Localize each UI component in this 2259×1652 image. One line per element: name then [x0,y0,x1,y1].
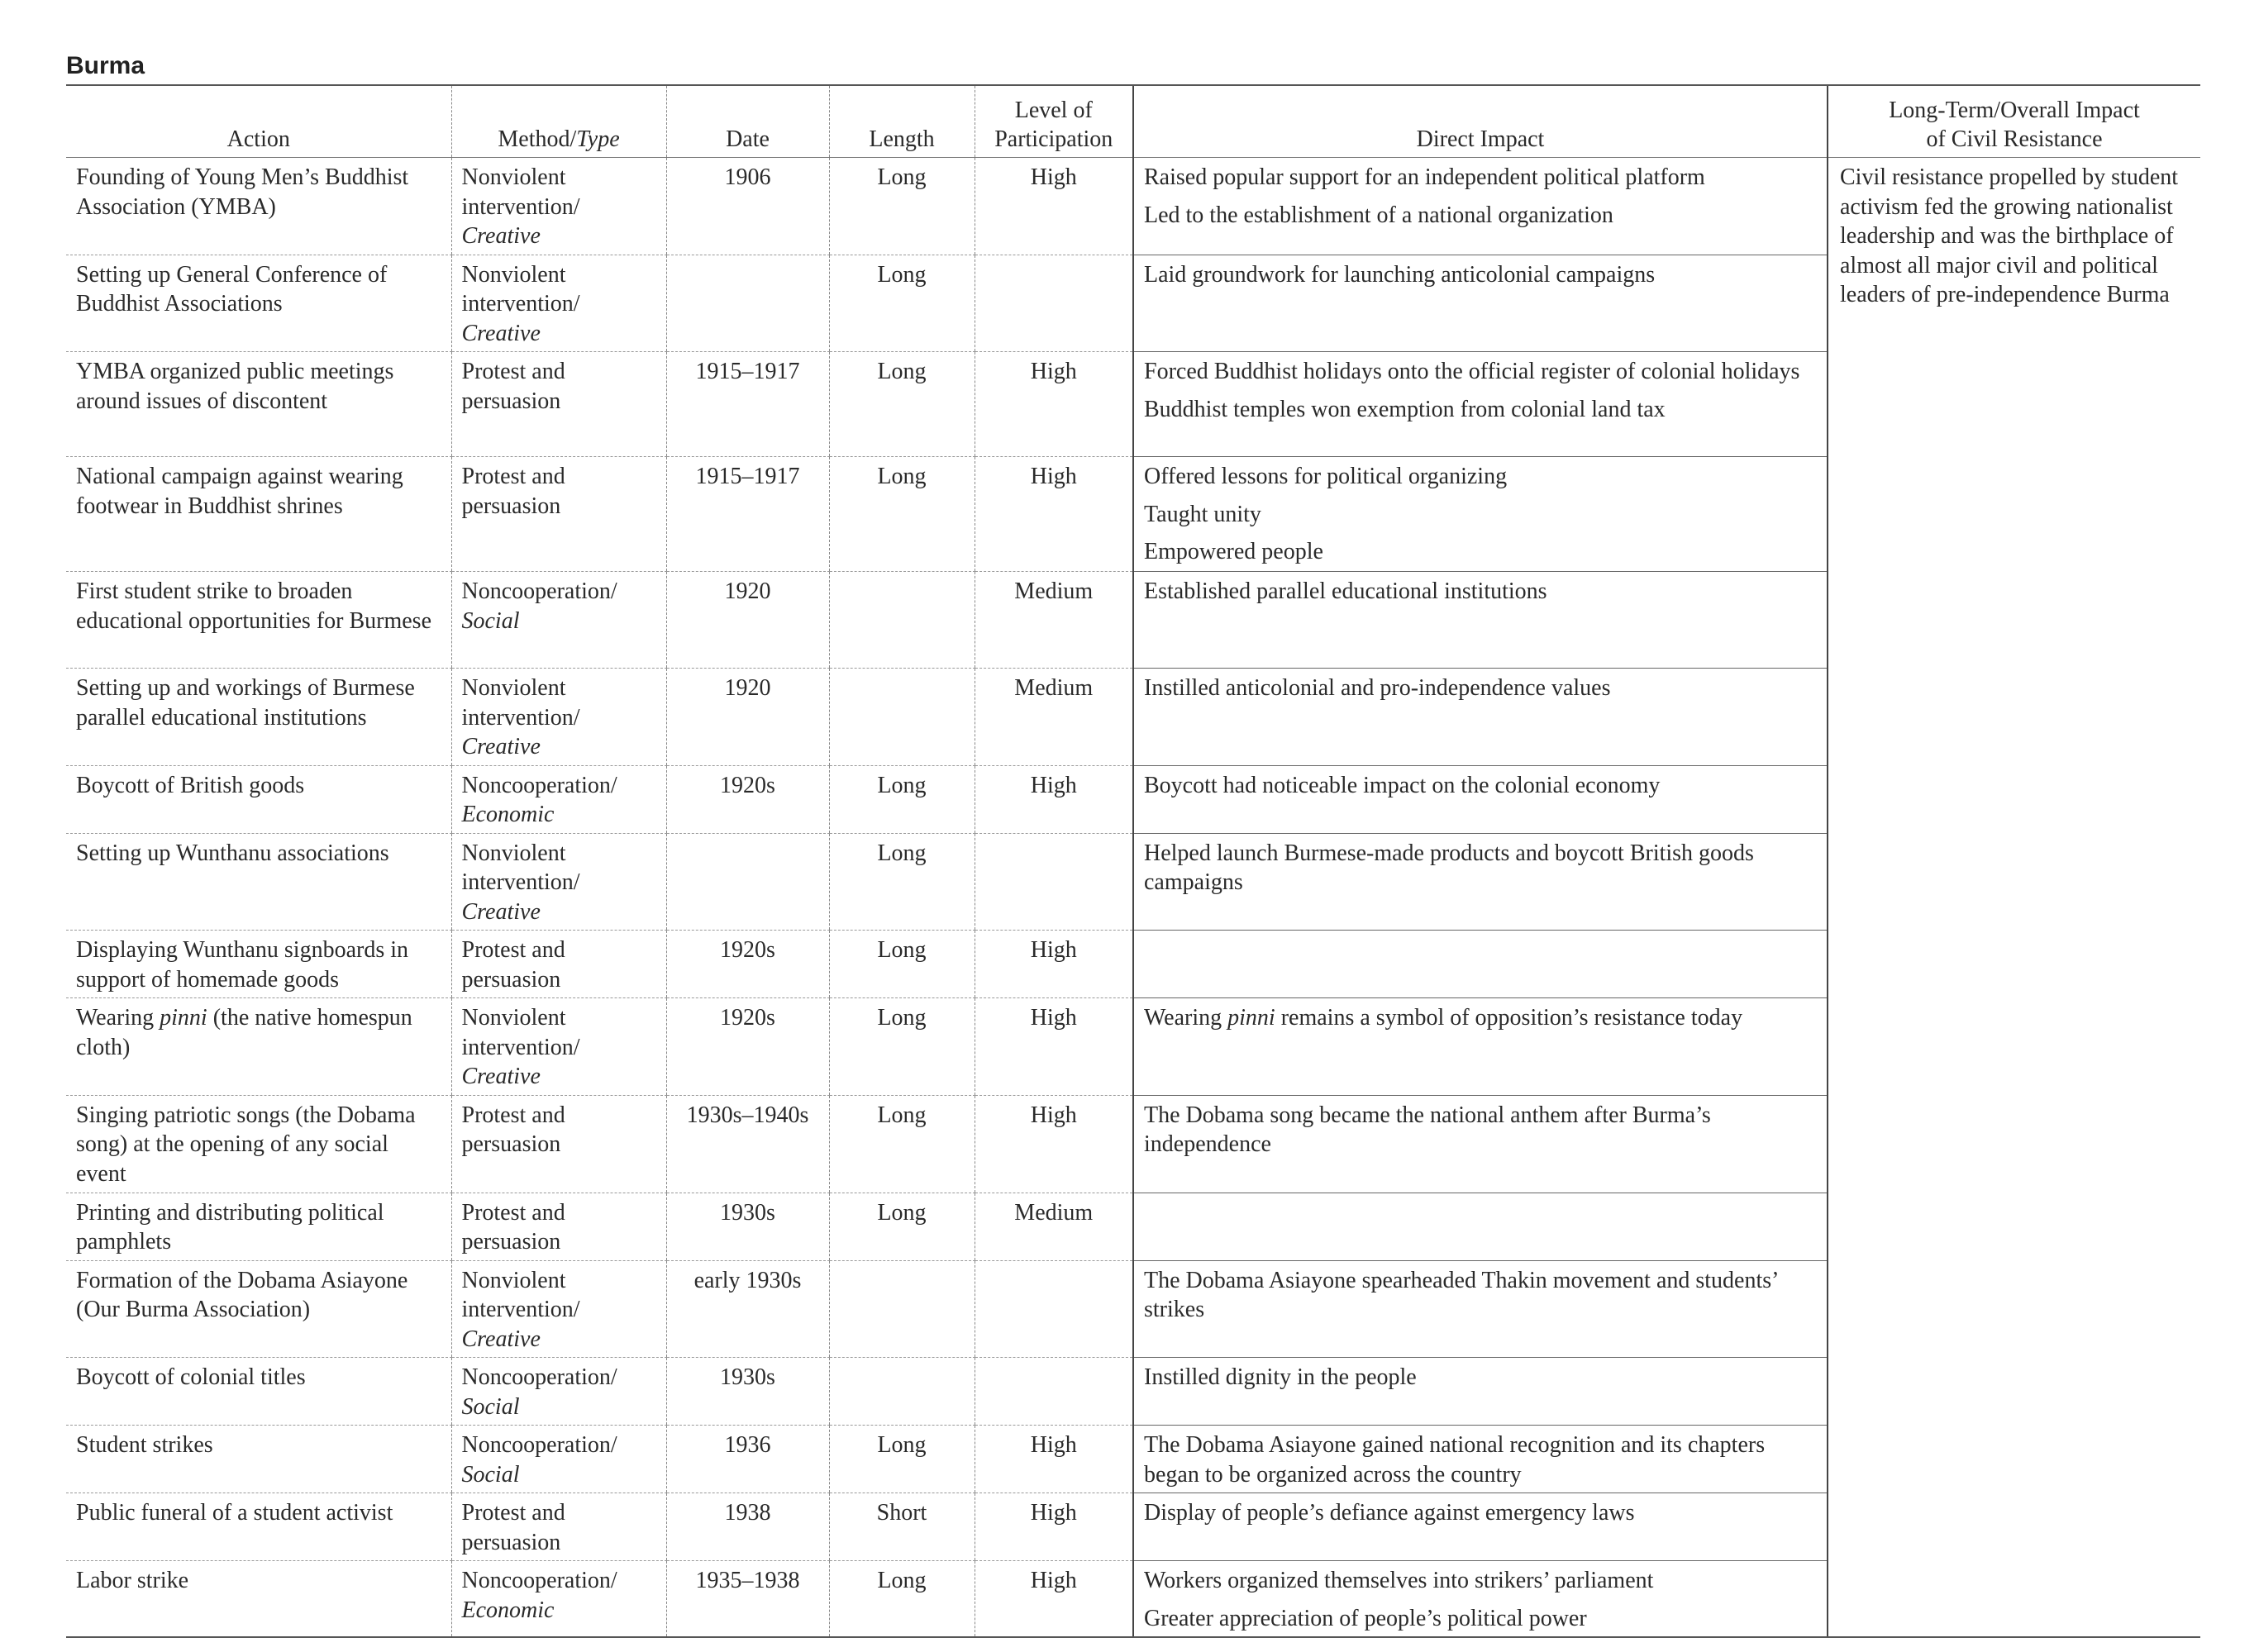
method-cell [451,998,666,1096]
direct-impact-cell [1133,1561,1828,1638]
action-cell [66,158,451,255]
length-cell: Long [829,998,975,1096]
date-cell: 1938 [666,1493,829,1561]
action-cell [66,669,451,766]
header-direct-impact: Direct Impact [1133,86,1828,158]
participation-cell: High [975,765,1133,833]
length-cell: Long [829,1426,975,1493]
method-cell [451,457,666,572]
direct-impact-cell [1133,765,1828,833]
page-title: Burma [66,52,145,79]
date-cell: 1915–1917 [666,352,829,457]
method-type: Creative [461,1064,541,1089]
action-text: Setting up and workings of Burmese parallel educational institutions [76,675,415,731]
participation-cell [975,833,1133,931]
participation-cell: High [975,1095,1133,1193]
impact-text: Wearing [1144,1005,1228,1031]
length-cell: Long [829,1095,975,1193]
method-type: Economic [461,1597,555,1623]
action-text: Labor strike [76,1568,189,1593]
action-cell [66,457,451,572]
length-cell: Long [829,765,975,833]
participation-cell: High [975,352,1133,457]
action-cell [66,1193,451,1260]
civil-resistance-table [66,86,2200,1638]
action-text: National campaign against wearing footwear in Buddhist shrines [76,464,403,519]
date-cell: 1930s [666,1193,829,1260]
direct-impact-cell [1133,931,1828,998]
date-cell: 1930s–1940s [666,1095,829,1193]
method-cell [451,1426,666,1493]
action-cell [66,765,451,833]
impact-line: Greater appreciation of people’s political power [1144,1605,1587,1631]
action-text: Printing and distributing political pamphlets [76,1199,384,1254]
action-cell [66,1426,451,1493]
header-level-line1: Level of [1014,98,1093,123]
participation-cell: High [975,1561,1133,1638]
length-cell [829,1260,975,1358]
impact-line: Established parallel educational institutions [1144,578,1547,604]
method-text: Noncooperation/ [461,1568,617,1593]
action-text: Setting up General Conference of Buddhist Associations [76,261,388,317]
participation-cell: High [975,158,1133,255]
method-type: Creative [461,223,541,249]
impact-line: Workers organized themselves into strikers’ parliament [1144,1568,1654,1593]
date-cell: 1920 [666,572,829,669]
direct-impact-cell [1133,1358,1828,1426]
impact-line: Boycott had noticeable impact on the colonial economy [1144,772,1661,798]
impact-line [1144,1003,1818,1033]
method-type: Creative [461,320,541,346]
method-text: Nonviolent intervention/ [461,1005,580,1060]
length-cell: Short [829,1493,975,1561]
action-emphasis: pinni [160,1005,207,1031]
date-cell: 1930s [666,1358,829,1426]
impact-text: remains a symbol of opposition’s resistance today [1275,1005,1743,1031]
direct-impact-cell [1133,572,1828,669]
action-text: Formation of the Dobama Asiayone (Our Burma Association) [76,1267,408,1322]
impact-line: Instilled dignity in the people [1144,1364,1417,1390]
action-text: Setting up Wunthanu associations [76,840,389,866]
header-long-term-line2: of Civil Resistance [1926,126,2103,152]
participation-cell: High [975,1426,1133,1493]
impact-line: Offered lessons for political organizing [1144,464,1508,489]
header-long-term-line1: Long-Term/Overall Impact [1889,98,2140,123]
method-cell [451,1095,666,1193]
action-cell [66,1561,451,1638]
date-cell: early 1930s [666,1260,829,1358]
header-method-type: Type [576,126,620,152]
length-cell: Long [829,457,975,572]
action-cell [66,998,451,1096]
method-cell [451,1260,666,1358]
method-text: Protest and persuasion [461,464,565,519]
date-cell: 1920s [666,931,829,998]
action-text: Student strikes [76,1432,213,1458]
method-type: Creative [461,734,541,759]
direct-impact-cell [1133,457,1828,572]
method-cell [451,352,666,457]
impact-line: Forced Buddhist holidays onto the official register of colonial holidays [1144,359,1800,384]
participation-cell [975,255,1133,352]
participation-cell: High [975,1493,1133,1561]
header-long-term [1828,86,2200,158]
direct-impact-cell [1133,1260,1828,1358]
impact-line: Display of people’s defiance against emergency laws [1144,1500,1635,1526]
impact-line: The Dobama song became the national anthem after Burma’s independence [1144,1102,1711,1157]
participation-cell [975,1260,1133,1358]
method-type: Economic [461,802,555,827]
method-cell [451,833,666,931]
table-body [66,158,2200,1638]
action-text: Founding of Young Men’s Buddhist Association (YMBA) [76,164,409,220]
header-level-line2: Participation [994,126,1113,152]
impact-line: Helped launch Burmese-made products and boycott British goods campaigns [1144,840,1754,895]
method-type: Social [461,1461,520,1488]
method-text: Noncooperation/ [461,1432,617,1458]
action-text: First student strike to broaden educational opportunities for Burmese [76,578,431,634]
participation-cell [975,1358,1133,1426]
impact-line: Buddhist temples won exemption from colonial land tax [1144,396,1666,422]
action-cell [66,1493,451,1561]
date-cell: 1935–1938 [666,1561,829,1638]
header-method-main: Method/ [498,126,577,152]
participation-cell: Medium [975,572,1133,669]
participation-cell: Medium [975,669,1133,766]
action-cell [66,1358,451,1426]
direct-impact-cell [1133,158,1828,255]
method-text: Protest and persuasion [461,1500,565,1555]
participation-cell: Medium [975,1193,1133,1260]
date-cell [666,255,829,352]
header-date: Date [666,86,829,158]
direct-impact-cell [1133,1426,1828,1493]
length-cell: Long [829,1193,975,1260]
method-cell [451,1193,666,1260]
direct-impact-cell [1133,1095,1828,1193]
action-text: Wearing [76,1005,160,1031]
method-text: Nonviolent intervention/ [461,261,580,317]
method-text: Protest and persuasion [461,359,565,414]
method-type: Social [461,607,520,634]
method-cell [451,1358,666,1426]
impact-line: Laid groundwork for launching anticolonial campaigns [1144,261,1656,288]
method-text: Protest and persuasion [461,1199,565,1254]
method-cell [451,669,666,766]
action-text: (the native homespun cloth) [76,1005,412,1060]
method-cell [451,255,666,352]
header-action: Action [66,86,451,158]
method-text: Nonviolent intervention/ [461,164,580,220]
direct-impact-cell [1133,669,1828,766]
date-cell: 1920s [666,765,829,833]
date-cell: 1915–1917 [666,457,829,572]
method-cell [451,931,666,998]
date-cell: 1920s [666,998,829,1096]
header-level [975,86,1133,158]
method-text: Noncooperation/ [461,772,617,798]
impact-emphasis: pinni [1227,1005,1275,1031]
action-text: Public funeral of a student activist [76,1500,393,1526]
header-method [451,86,666,158]
long-term-impact-cell: Civil resistance propelled by student activism fed the growing nationalist leadership and was the birthplace of almost all major civil and political leaders of pre-independence Burma [1828,158,2200,1638]
method-cell [451,1561,666,1638]
participation-cell: High [975,998,1133,1096]
action-cell [66,1260,451,1358]
method-cell [451,1493,666,1561]
impact-line: Taught unity [1144,501,1261,527]
method-text: Nonviolent intervention/ [461,840,580,895]
impact-line: The Dobama Asiayone spearheaded Thakin movement and students’ strikes [1144,1267,1778,1322]
impact-line: Instilled anticolonial and pro-independence values [1144,675,1611,701]
length-cell [829,669,975,766]
action-cell [66,1095,451,1193]
date-cell: 1920 [666,669,829,766]
date-cell [666,833,829,931]
action-text: Boycott of British goods [76,772,305,798]
method-text: Nonviolent intervention/ [461,675,580,731]
header-row [66,86,2200,158]
direct-impact-cell [1133,352,1828,457]
direct-impact-cell [1133,1493,1828,1561]
action-text: YMBA organized public meetings around issues of discontent [76,359,394,414]
direct-impact-cell [1133,255,1828,352]
method-text: Nonviolent intervention/ [461,1267,580,1322]
impact-line: Empowered people [1144,539,1323,564]
action-text: Displaying Wunthanu signboards in support of homemade goods [76,937,408,993]
method-text: Noncooperation/ [461,578,617,604]
length-cell: Long [829,158,975,255]
length-cell: Long [829,931,975,998]
method-text: Noncooperation/ [461,1364,617,1390]
action-cell [66,255,451,352]
length-cell: Long [829,255,975,352]
date-cell: 1936 [666,1426,829,1493]
direct-impact-cell [1133,833,1828,931]
participation-cell: High [975,931,1133,998]
method-cell [451,158,666,255]
method-type: Creative [461,898,541,925]
impact-line: The Dobama Asiayone gained national recognition and its chapters began to be organized across the country [1144,1432,1766,1488]
method-cell [451,572,666,669]
action-cell [66,833,451,931]
length-cell [829,1358,975,1426]
action-cell [66,931,451,998]
method-type: Social [461,1393,520,1420]
document [66,51,2200,1638]
date-cell: 1906 [666,158,829,255]
length-cell [829,572,975,669]
participation-cell: High [975,457,1133,572]
method-text: Protest and persuasion [461,937,565,993]
impact-line: Raised popular support for an independent political platform [1144,164,1705,190]
method-cell [451,765,666,833]
action-text: Singing patriotic songs (the Dobama song) at the opening of any social event [76,1102,416,1187]
action-cell [66,352,451,457]
table-row [66,158,2200,255]
header-length: Length [829,86,975,158]
direct-impact-cell [1133,1193,1828,1260]
impact-line: Led to the establishment of a national organization [1144,202,1613,228]
method-type: Creative [461,1326,541,1352]
method-text: Protest and persuasion [461,1102,565,1157]
direct-impact-cell [1133,998,1828,1096]
length-cell: Long [829,1561,975,1638]
length-cell: Long [829,352,975,457]
action-text: Boycott of colonial titles [76,1364,306,1390]
length-cell: Long [829,833,975,931]
action-cell [66,572,451,669]
